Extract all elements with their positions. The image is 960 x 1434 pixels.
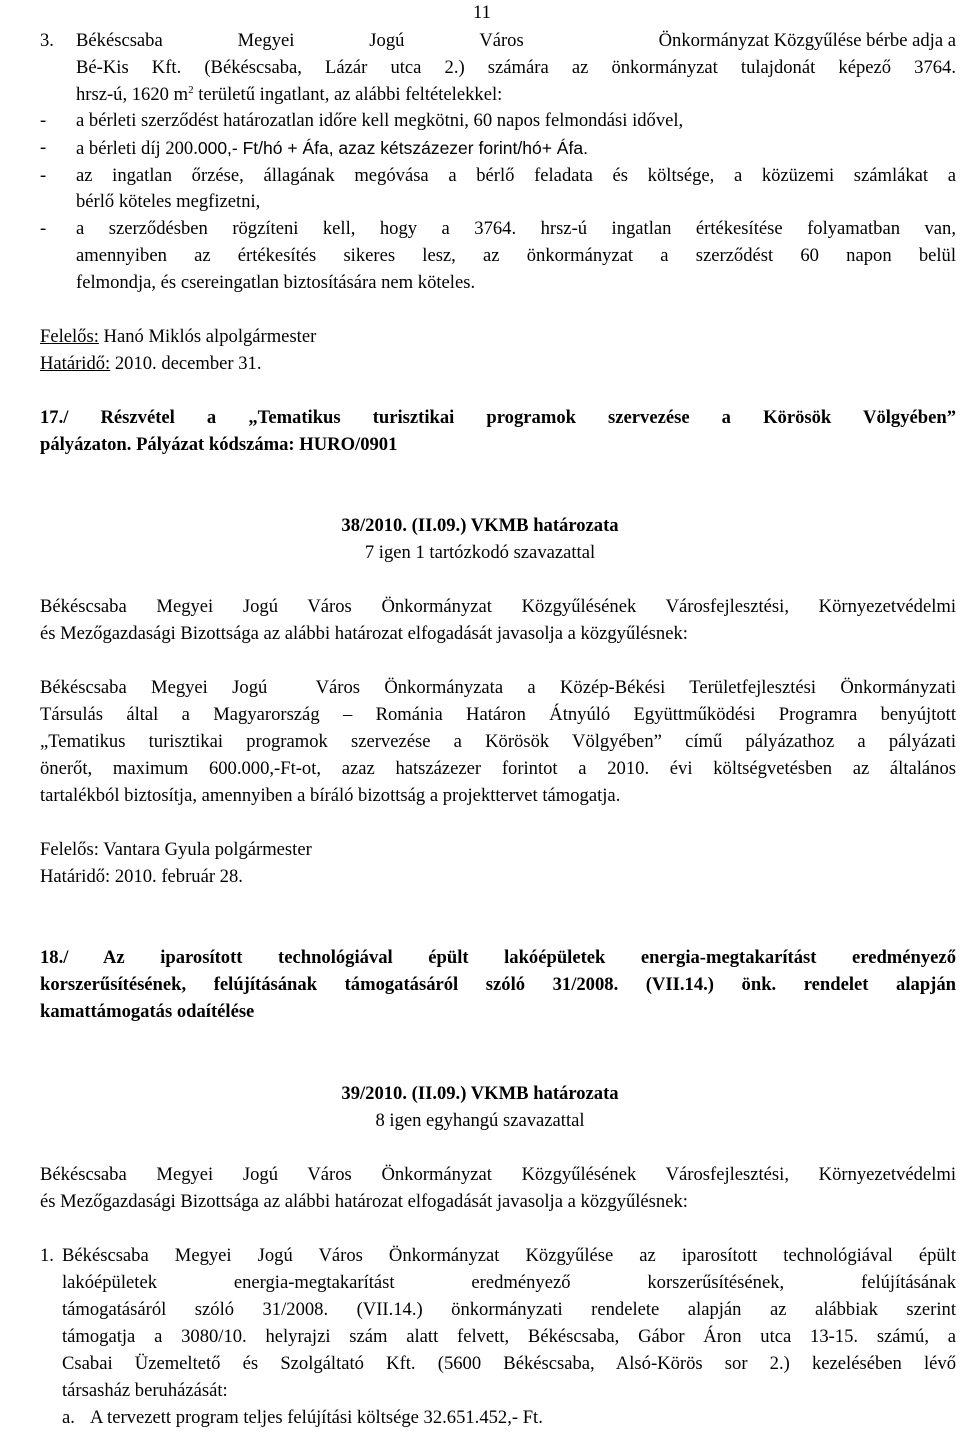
- resolution-38-title: 38/2010. (II.09.) VKMB határozata: [341, 515, 619, 536]
- condition-dash: -: [40, 110, 47, 131]
- deadline-1: Határidő: 2010. december 31.: [40, 353, 262, 374]
- item-3-line-2: Bé-Kis Kft. (Békéscsaba, Lázár utca 2.) számára az önkormányzat tulajdonát képező 3764.: [76, 57, 956, 78]
- list-item-marker: 1.: [40, 1245, 54, 1266]
- resolution-38-intro-line-1: Békéscsaba Megyei Jogú Város Önkormányzat Közgyűlésének Városfejlesztési, Környezetvédelmi: [40, 596, 956, 617]
- resolution-38-body-line-3: „Tematikus turisztikai programok szervezése a Körösök Völgyében” című pályázathoz a pályázati: [40, 731, 956, 752]
- resolution-39-intro-line-2: és Mezőgazdasági Bizottsága az alábbi határozat elfogadását javasolja a közgyűlésnek:: [40, 1191, 688, 1212]
- sub-list-item-a: A tervezett program teljes felújítási költsége 32.651.452,- Ft.: [90, 1407, 543, 1428]
- deadline-2: Határidő: 2010. február 28.: [40, 866, 243, 887]
- item-3-line-1: Békéscsaba Megyei Jogú Város Önkormányzat Közgyűlése bérbe adja a: [76, 30, 956, 51]
- list-item-1-line-3: támogatásáról szóló 31/2008. (VII.14.) önkormányzati rendelete alapján az alábbiak szerint: [62, 1299, 956, 1320]
- condition-1: a bérleti szerződést határozatlan időre kell megkötni, 60 napos felmondási idővel,: [76, 110, 684, 131]
- condition-3-line-2: bérlő köteles megfizetni,: [76, 191, 261, 212]
- condition-dash: -: [40, 165, 47, 186]
- responsible-1: Felelős: Hanó Miklós alpolgármester: [40, 326, 317, 347]
- page-number: 11: [473, 2, 491, 23]
- section-17-heading-line-1: 17./ Részvétel a „Tematikus turisztikai programok szervezése a Körösök Völgyében”: [40, 407, 956, 428]
- section-18-heading-line-2: korszerűsítésének, felújításának támogatásáról szóló 31/2008. (VII.14.) önk. rendelet alapján: [40, 974, 956, 995]
- resolution-39-vote: 8 igen egyhangú szavazattal: [375, 1110, 585, 1131]
- condition-dash: -: [40, 137, 47, 158]
- condition-2: a bérleti díj 200.000,- Ft/hó + Áfa, azaz kétszázezer forint/hó+ Áfa.: [76, 138, 588, 159]
- resolution-38-intro-line-2: és Mezőgazdasági Bizottsága az alábbi határozat elfogadását javasolja a közgyűlésnek:: [40, 623, 688, 644]
- condition-4-line-1: a szerződésben rögzíteni kell, hogy a 3764. hrsz-ú ingatlan értékesítése folyamatban van,: [76, 218, 956, 239]
- item-3-marker: 3.: [40, 30, 54, 51]
- resolution-38-vote: 7 igen 1 tartózkodó szavazattal: [364, 542, 596, 563]
- list-item-1-line-6: társasház beruházását:: [62, 1380, 228, 1401]
- item-3-line-3: hrsz-ú, 1620 $m^2$ területű ingatlant, az alábbi feltételekkel:: [76, 84, 503, 105]
- condition-4-line-3: felmondja, és csereingatlan biztosítására nem köteles.: [76, 272, 476, 293]
- section-17-heading-line-2: pályázaton. Pályázat kódszáma: HURO/0901: [40, 434, 398, 455]
- resolution-38-body-line-4: önerőt, maximum 600.000,-Ft-ot, azaz hatszázezer forintot a 2010. évi költségvetésben az általános: [40, 758, 956, 779]
- resolution-38-body-line-1: Békéscsaba Megyei Jogú Város Önkormányzata a Közép-Békési Területfejlesztési Önkormányzati: [40, 677, 956, 698]
- list-item-1-line-1: Békéscsaba Megyei Jogú Város Önkormányzat Közgyűlése az iparosított technológiával épült: [62, 1245, 956, 1266]
- section-18-heading-line-3: kamattámogatás odaítélése: [40, 1001, 255, 1022]
- list-item-1-line-5: Csabai Üzemeltető és Szolgáltató Kft. (5600 Békéscsaba, Alsó-Körös sor 2.) kezelésében lévő: [62, 1353, 956, 1374]
- resolution-39-intro-line-1: Békéscsaba Megyei Jogú Város Önkormányzat Közgyűlésének Városfejlesztési, Környezetvédelmi: [40, 1164, 956, 1185]
- resolution-39-title: 39/2010. (II.09.) VKMB határozata: [341, 1083, 619, 1104]
- resolution-38-body-line-5: tartalékból biztosítja, amennyiben a bíráló bizottság a projekttervet támogatja.: [40, 785, 621, 806]
- condition-dash: -: [40, 218, 47, 239]
- section-18-heading-line-1: 18./ Az iparosított technológiával épült lakóépületek energia-megtakarítást eredményező: [40, 947, 956, 968]
- condition-4-line-2: amennyiben az értékesítés sikeres lesz, az önkormányzat a szerződést 60 napon belül: [76, 245, 956, 266]
- condition-3-line-1: az ingatlan őrzése, állagának megóvása a bérlő feladata és költsége, a közüzemi számlákat a: [76, 165, 956, 186]
- list-item-1-line-4: támogatja a 3080/10. helyrajzi szám alatt felvett, Békéscsaba, Gábor Áron utca 13-15. számú, a: [62, 1326, 956, 1347]
- resolution-38-body-line-2: Társulás által a Magyarország – Románia Határon Átnyúló Együttműködési Programra benyújtott: [40, 704, 956, 725]
- list-item-1-line-2: lakóépületek energia-megtakarítást eredményező korszerűsítésének, felújításának: [62, 1272, 956, 1293]
- sub-list-marker: a.: [62, 1407, 75, 1428]
- responsible-2: Felelős: Vantara Gyula polgármester: [40, 839, 312, 860]
